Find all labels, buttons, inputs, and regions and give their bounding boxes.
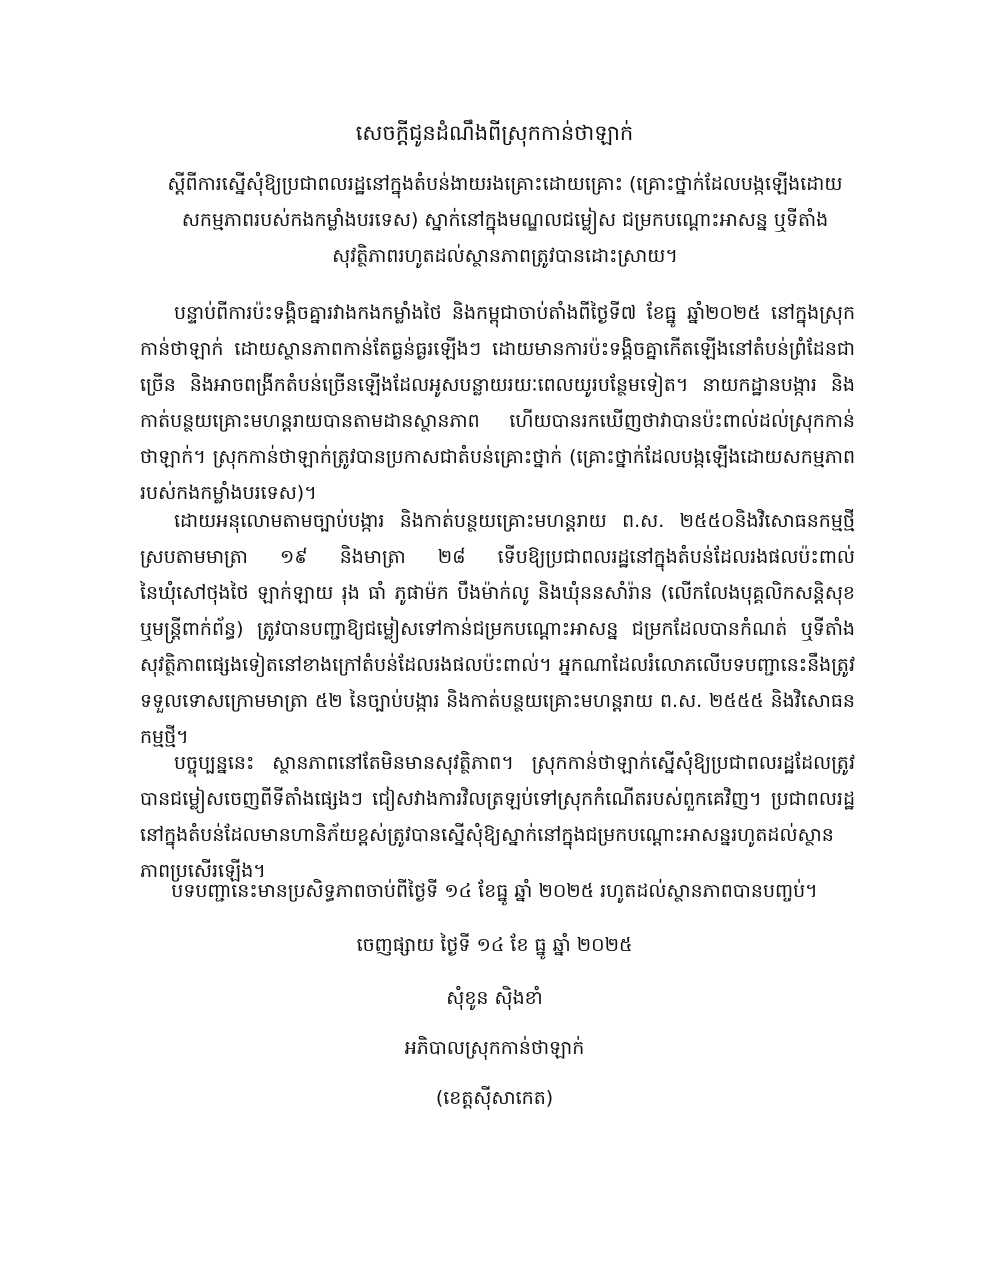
effective-date-line: បទបញ្ជានេះមានប្រសិទ្ធភាពចាប់ពីថ្ងៃទី ១៤ ខែធ្នូ ឆ្នាំ ២០២៥ រហូតដល់ស្ថានភាពបានបញ្ចប់។ [171, 880, 818, 902]
paragraph-current-status: បច្ចុប្បន្ននេះ ស្ថានភាពនៅតែមិនមានសុវត្ថិភាព។ ស្រុកកាន់ថាឡាក់ស្នើសុំឱ្យប្រជាពលរដ្ឋដែលត្រូវបានជម្លៀសចេញពីទីតាំងផ្សេងៗ ជៀសវាងការវិលត្រឡប់ទៅស្រុកកំណើតរបស់ពួកគេវិញ។ ប្រជាពលរដ្ឋនៅក្នុងតំបន់ដែលមានហានិភ័យខ្ពស់ត្រូវបានស្នើសុំឱ្យស្នាក់នៅក្នុងជម្រកបណ្ដោះអាសន្នរហូតដល់ស្ថានភាពប្រសើរឡើង។ [140, 752, 855, 882]
document-title: សេចក្ដីជូនដំណឹងពីស្រុកកាន់ថាឡាក់ [355, 121, 634, 145]
province-label: (ខេត្តស៊ីសាកេត) [435, 1087, 554, 1109]
issue-date-line: ចេញផ្សាយ ថ្ងៃទី ១៤ ខែ ធ្នូ ឆ្នាំ ២០២៥ [356, 934, 633, 956]
document-subtitle: ស្ដីពីការស្នើសុំឱ្យប្រជាពលរដ្ឋនៅក្នុងតំបន់ងាយរងគ្រោះដោយគ្រោះ (គ្រោះថ្នាក់ដែលបង្កឡើងដោយសកម្មភាពរបស់កងកម្លាំងបរទេស) ស្នាក់នៅក្នុងមណ្ឌលជម្លៀស ជម្រកបណ្ដោះអាសន្ន ឬទីតាំងសុវត្ថិភាពរហូតដល់ស្ថានភាពត្រូវបានដោះស្រាយ។ [167, 173, 843, 267]
paragraph-situation: បន្ទាប់ពីការប៉ះទង្គិចគ្នារវាងកងកម្លាំងថៃ និងកម្ពុជាចាប់តាំងពីថ្ងៃទី៧ ខែធ្នូ ឆ្នាំ២០២៥ នៅក្នុងស្រុកកាន់ថាឡាក់ ដោយស្ថានភាពកាន់តែធ្ងន់ធ្ងរឡើងៗ ដោយមានការប៉ះទង្គិចគ្នាកើតឡើងនៅតំបន់ព្រំដែនជាច្រើន និងអាចពង្រីកតំបន់ច្រើនឡើងដែលអូសបន្លាយរយៈពេលយូរបន្ថែមទៀត។ នាយកដ្ឋានបង្ការ និងកាត់បន្ថយគ្រោះមហន្តរាយបានតាមដានស្ថានភាព ហើយបានរកឃើញថាវាបានប៉ះពាល់ដល់ស្រុកកាន់ថាឡាក់។ ស្រុកកាន់ថាឡាក់ត្រូវបានប្រកាសជាតំបន់គ្រោះថ្នាក់ (គ្រោះថ្នាក់ដែលបង្កឡើងដោយសកម្មភាពរបស់កងកម្លាំងបរទេស)។ [140, 302, 855, 504]
signer-title: អភិបាលស្រុកកាន់ថាឡាក់ [404, 1037, 585, 1059]
signer-name: សុំខូន ស៊ិងខាំ [446, 987, 543, 1009]
paragraph-evacuation-order: ដោយអនុលោមតាមច្បាប់បង្ការ និងកាត់បន្ថយគ្រោះមហន្តរាយ ព.ស. ២៥៥០និងវិសោធនកម្មថ្មី ស្របតាមមាត្រា ១៩ និងមាត្រា ២៨ ទើបឱ្យប្រជាពលរដ្ឋនៅក្នុងតំបន់ដែលរងផលប៉ះពាល់នៃឃុំសៅថុងថៃ ឡាក់ឡាយ រុង ធាំ ភូផាម៉ក បឹងម៉ាក់លូ និងឃុំននសាំរ៉ាន (លើកលែងបុគ្គលិកសន្តិសុខ ឬមន្ត្រីពាក់ព័ន្ធ) ត្រូវបានបញ្ជាឱ្យជម្លៀសទៅកាន់ជម្រកបណ្ដោះអាសន្ន ជម្រកដែលបានកំណត់ ឬទីតាំងសុវត្ថិភាពផ្សេងទៀតនៅខាងក្រៅតំបន់ដែលរងផលប៉ះពាល់។ អ្នកណាដែលរំលោភលើបទបញ្ជានេះនឹងត្រូវទទួលទោសក្រោមមាត្រា ៥២ នៃច្បាប់បង្ការ និងកាត់បន្ថយគ្រោះមហន្តរាយ ព.ស. ២៥៥៥ និងវិសោធនកម្មថ្មី។ [140, 510, 855, 748]
